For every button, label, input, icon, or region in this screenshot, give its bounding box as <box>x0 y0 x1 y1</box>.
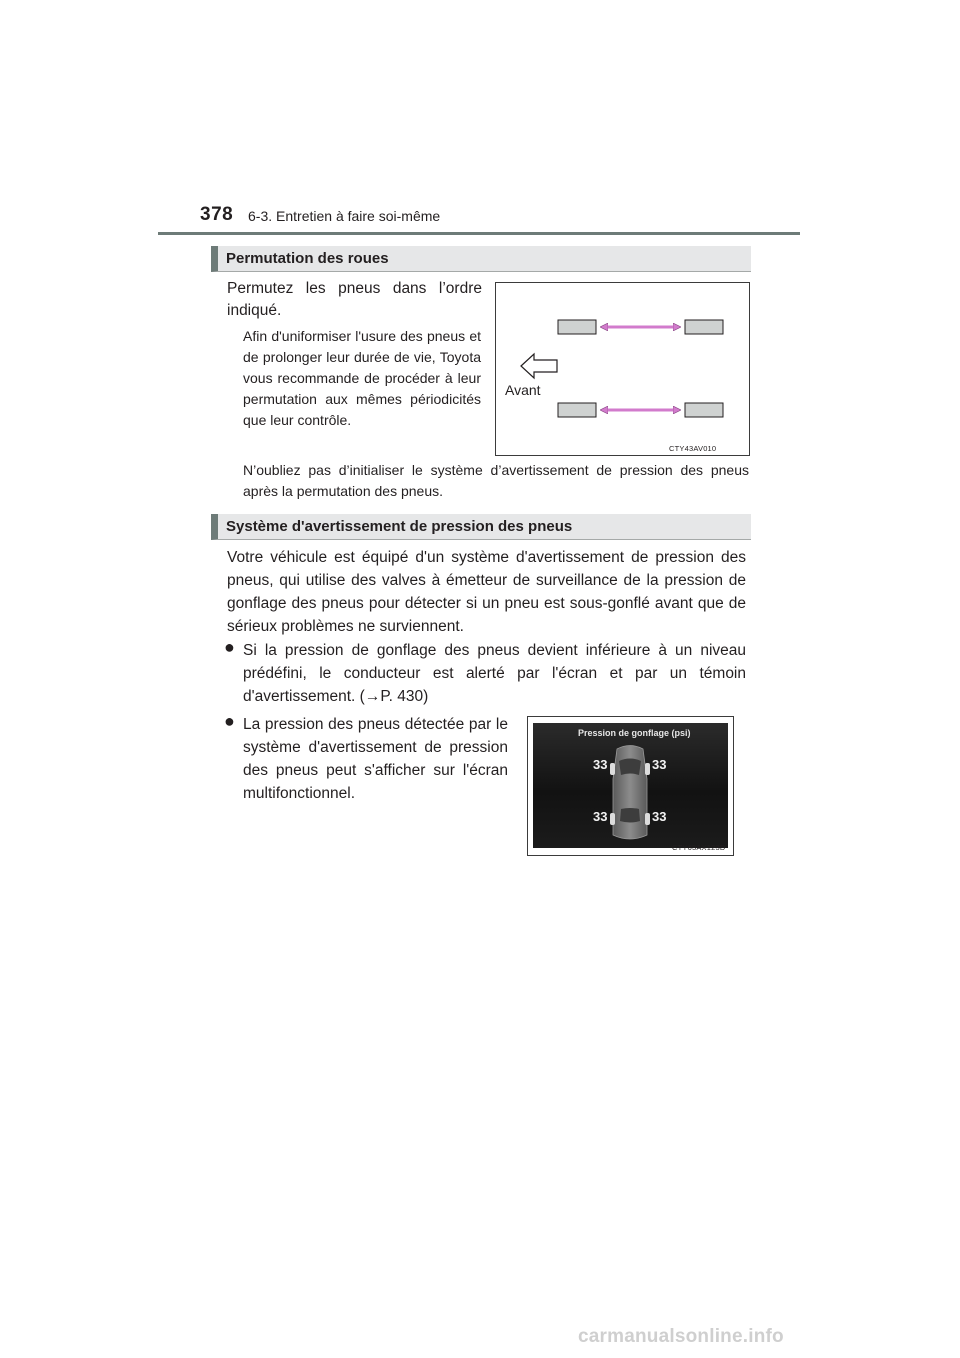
rotation-reminder: N’oubliez pas d’initialiser le système d’avertissement de pression des pneus après la permutation des pneus. <box>243 462 749 499</box>
direction-label: Avant <box>505 382 541 398</box>
chapter-title: 6-3. Entretien à faire soi-même <box>248 208 441 224</box>
section-heading-tpws: Système d'avertissement de pression des pneus <box>211 514 751 540</box>
tire-front-right <box>558 403 596 417</box>
tpws-bullet-display: La pression des pneus détectée par le système d'avertissement de pression des pneus peut s'afficher sur l'écran multifonctionnel. <box>243 716 508 802</box>
display-figure-code: CTY63AX123D <box>672 843 726 852</box>
rotation-note: Afin d'uniformiser l'usure des pneus et de prolonger leur durée de vie, Toyota vous recommande de procéder à leur permutation aux mêmes périodicités que leur contrôle. <box>243 328 481 428</box>
section-heading-rotation: Permutation des roues <box>211 246 751 272</box>
tpws-bullet-warning: Si la pression de gonflage des pneus devient inférieure à un niveau prédéfini, le conducteur est alerté par l'écran et par un témoin d'avertissement. (→P. 430) <box>243 642 746 705</box>
page-number: 378 <box>200 204 234 225</box>
tire-rear-left <box>685 320 723 334</box>
figure-code: CTY43AV010 <box>669 444 717 453</box>
car-top-view-icon <box>533 723 728 848</box>
tpws-intro: Votre véhicule est équipé d'un système d'avertissement de pression des pneus, qui utilise des valves à émetteur de surveillance de la pression de gonflage des pneus pour détecter si un pneu est sous-gonflé avant que de sérieux problèmes ne surviennent. <box>227 549 746 635</box>
pressure-front-left: 33 <box>593 757 608 772</box>
bullet-icon: ● <box>224 711 235 731</box>
display-title: Pression de gonflage (psi) <box>578 728 691 738</box>
pressure-front-right: 33 <box>652 757 667 772</box>
tire-pressure-display-figure <box>527 716 734 856</box>
watermark: carmanualsonline.info <box>578 1326 784 1347</box>
front-direction-arrow-icon <box>521 354 557 378</box>
header-rule <box>158 232 800 235</box>
tire-rotation-diagram <box>496 283 749 455</box>
bullet-icon: ● <box>224 637 235 657</box>
pressure-rear-right: 33 <box>652 809 667 824</box>
tire-front-left <box>558 320 596 334</box>
tire-rear-right <box>685 403 723 417</box>
pressure-rear-left: 33 <box>593 809 608 824</box>
rotation-intro: Permutez les pneus dans l’ordre indiqué. <box>227 280 482 319</box>
tire-rotation-figure <box>495 282 750 456</box>
multi-information-display <box>533 723 728 848</box>
